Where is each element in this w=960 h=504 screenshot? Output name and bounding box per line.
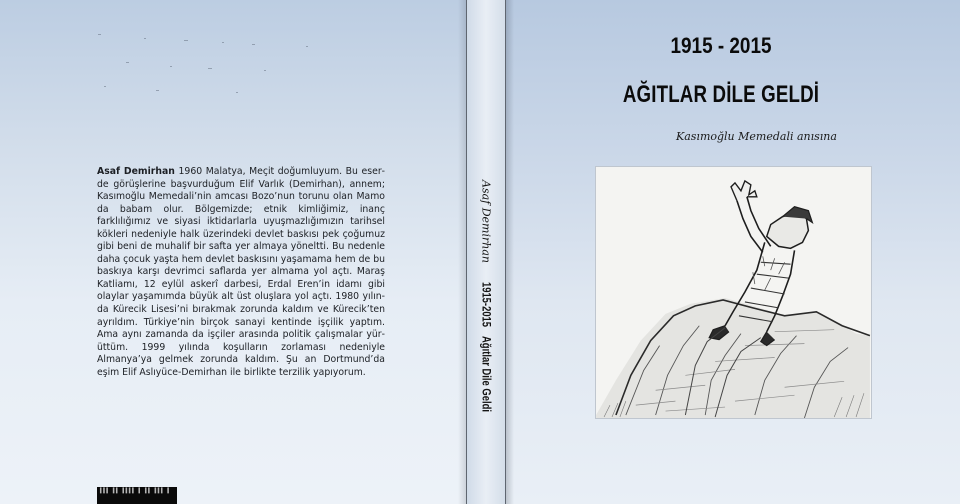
- back-fold-shadow: [458, 0, 466, 504]
- spine-author: Asaf Demirhan: [479, 180, 493, 263]
- bio-text: 1960 Malatya, Meçit doğumluyum. Bu eserde görüşlerine başvurduğum Elif Varlık (Demirhan), annem; Kasımoğlu Memedali’nin amcası Bozo’nun torunu olan Mamo da babam olur. Bölgemizde; etnik kimliğimiz, inanç farklılığımız ve siyasi iktidarlarla uyuşmazlığımızın tarihsel kökleri nedeniyle halk üzerindeki devlet baskısı pek çoğumuz gibi beni de muhalif bir safta yer almaya yöneltti. Bu nedenle daha çocuk yaşta hem devlet baskısını yaşamama hem de bu baskıya karşı devrimci saflarda yer almama yol açtı. Maraş Katliamı, 12 eylül askerî darbesi, Erdal Eren’in idamı gibi olaylar yaşamımda büyük alt üst oluşlara yol açtı. 1980 yılında Kürecik Lisesi’ni bırakmak zorunda kaldım ve Kürecik’ten ayrıldım. Türkiye’nin birçok sanayi kentinde işçilik yaptım. Ama aynı zamanda da işçiler arasında politik çalışmalar yürüttüm. 1999 yılında koşulların zorlaması nedeniyle Almanya’ya gelmek zorunda kaldım. Şu an Dortmund’da eşim Elif Aslıyüce-Demirhan ile birlikte terzilik yapıyorum.: [97, 166, 385, 378]
- spine-title: Ağıtlar Dile Geldi: [480, 335, 492, 412]
- faded-text-marks: [96, 28, 336, 98]
- cover-title: AĞITLAR DİLE GELDİ: [622, 81, 820, 108]
- spine-label: [480, 180, 493, 429]
- back-cover: [0, 0, 466, 504]
- isbn-barcode: ▌▌▌ ▌▌ ▌▌▌▌ ▌ ▌▌ ▌▌▌ ▌: [97, 487, 177, 504]
- spine-years: 1915-2015: [480, 281, 492, 328]
- cover-illustration: [595, 166, 872, 419]
- cover-dedication: Kasımoğlu Memedali anısına: [676, 130, 837, 143]
- author-biography: [97, 166, 385, 379]
- bio-author-name: Asaf Demirhan: [97, 166, 175, 177]
- sketch-figure-icon: [596, 167, 871, 418]
- front-fold-shadow: [506, 0, 514, 504]
- cover-years: 1915 - 2015: [670, 33, 772, 58]
